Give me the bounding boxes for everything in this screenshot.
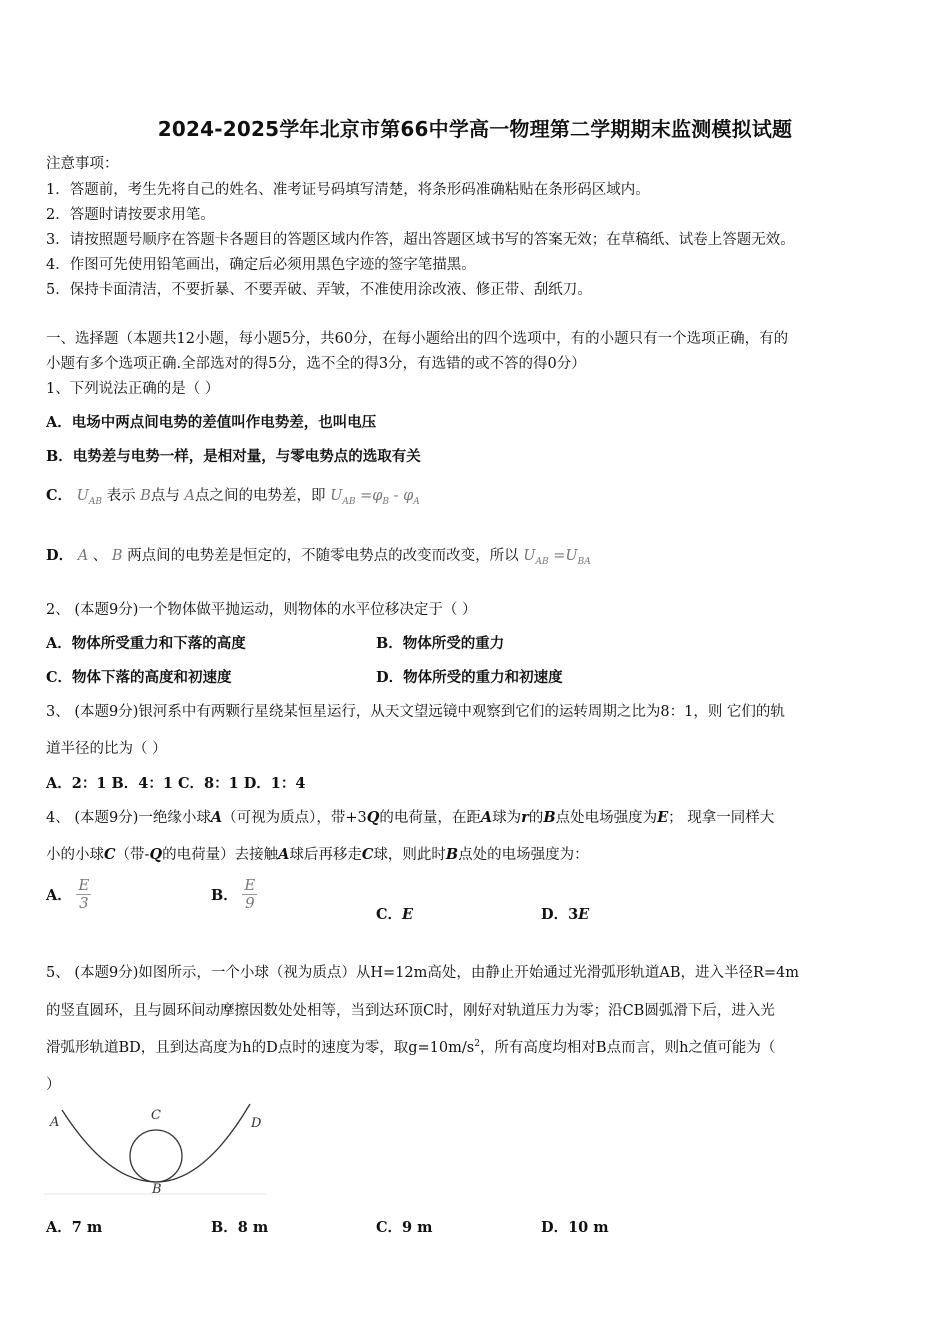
question-2-option-c: C．物体下落的高度和初速度 bbox=[46, 669, 232, 686]
question-4-option-b: B． $\frac{E}{9}$ bbox=[211, 876, 256, 912]
question-1-option-b: B．电势差与电势一样，是相对量，与零电势点的选取有关 bbox=[46, 448, 421, 465]
track-diagram bbox=[44, 1100, 266, 1196]
notice-item: 5．保持卡面清洁，不要折暴、不要弄破、弄皱，不准使用涂改液、修正带、刮纸刀。 bbox=[46, 282, 592, 298]
question-2-option-a: A．物体所受重力和下落的高度 bbox=[46, 635, 246, 652]
question-3-stem: 3、 (本题9分)银河系中有两颗行星绕某恒星运行，从天文望远镜中观察到它们的运转周期之比为8：1，则 它们的轨 bbox=[46, 704, 785, 720]
question-1-option-d: D． A 、 B 两点间的电势差是恒定的，不随零电势点的改变而改变，所以 $U_{AB} =U_{BA}$ bbox=[46, 547, 591, 567]
question-2-option-b: B．物体所受的重力 bbox=[376, 635, 505, 652]
notice-item: 4．作图可先使用铅笔画出，确定后必须用黑色字迹的签字笔描黑。 bbox=[46, 257, 476, 273]
question-5-stem-cont2: 滑弧形轨道BD，且到达高度为h的D点时的速度为零，取$g=10m/s^2$，所有高度均相对B点而言，则h之值可能为（ bbox=[46, 1039, 776, 1056]
question-4-stem-cont: 小的小球C（带-Q的电荷量）去接触A球后再移走C球，则此时B点处的电场强度为： bbox=[46, 846, 589, 863]
question-3-options: A．2：1 B．4：1 C．8：1 D．1：4 bbox=[46, 775, 306, 792]
question-2-stem: 2、 (本题9分)一个物体做平抛运动，则物体的水平位移决定于（ ） bbox=[46, 602, 477, 618]
question-5-option-b: B．8 m bbox=[211, 1219, 269, 1236]
question-4-stem: 4、 (本题9分)一绝缘小球A（可视为质点），带+3Q的电荷量，在距A球为r的B点处电场强度为E； 现拿一同样大 bbox=[46, 809, 775, 826]
section-instructions: 一、选择题（本题共12小题，每小题5分，共60分，在每小题给出的四个选项中，有的小题只有一个选项正确，有的 bbox=[46, 331, 789, 347]
question-2-option-d: D．物体所受的重力和初速度 bbox=[376, 669, 563, 686]
question-5-stem: 5、 (本题9分)如图所示，一个小球（视为质点）从H=12m高处，由静止开始通过光滑弧形轨道AB，进入半径R=4m bbox=[46, 965, 800, 981]
label-c: C bbox=[151, 1108, 161, 1123]
question-4-option-d: D．3E bbox=[541, 906, 590, 923]
question-5-option-d: D．10 m bbox=[541, 1219, 609, 1236]
question-4-option-c: C．E bbox=[376, 906, 414, 923]
label-a: A bbox=[50, 1115, 60, 1130]
notice-item: 1．答题前，考生先将自己的姓名、准考证号码填写清楚，将条形码准确粘贴在条形码区域内。 bbox=[46, 182, 650, 198]
notice-item: 2．答题时请按要求用笔。 bbox=[46, 207, 215, 223]
label-b: B bbox=[152, 1182, 162, 1196]
question-4-option-a: A． $\frac{E}{3}$ bbox=[46, 876, 90, 912]
notice-item: 3．请按照题号顺序在答题卡各题目的答题区域内作答，超出答题区域书写的答案无效；在草稿纸、试卷上答题无效。 bbox=[46, 232, 795, 248]
question-3-stem-cont: 道半径的比为（ ） bbox=[46, 741, 167, 757]
question-5-option-a: A．7 m bbox=[46, 1219, 103, 1236]
fraction: $\frac{E}{3}$ bbox=[78, 876, 90, 912]
math-u: U bbox=[76, 488, 89, 504]
question-1-option-c: C． $U_{AB}$ 表示 B点与 A点之间的电势差，即 $U_{AB} =\varphi_B - \varphi_A$ bbox=[46, 487, 420, 507]
question-1-option-a: A．电场中两点间电势的差值叫作电势差，也叫电压 bbox=[46, 414, 377, 431]
question-1-stem: 1、下列说法正确的是（ ） bbox=[46, 381, 220, 397]
page-title: 2024-2025学年北京市第66中学高一物理第二学期期末监测模拟试题 bbox=[157, 117, 793, 141]
question-5-stem-cont: 的竖直圆环，且与圆环间动摩擦因数处处相等，当到达环顶C时，刚好对轨道压力为零；沿CB圆弧滑下后，进入光 bbox=[46, 1003, 775, 1019]
question-5-stem-end: ） bbox=[46, 1077, 61, 1093]
fraction: $\frac{E}{9}$ bbox=[244, 876, 256, 912]
notice-heading: 注意事项： bbox=[46, 156, 119, 172]
label-d: D bbox=[251, 1116, 262, 1131]
question-5-option-c: C．9 m bbox=[376, 1219, 433, 1236]
section-instructions-cont: 小题有多个选项正确.全部选对的得5分，选不全的得3分，有选错的或不答的得0分） bbox=[46, 356, 586, 372]
